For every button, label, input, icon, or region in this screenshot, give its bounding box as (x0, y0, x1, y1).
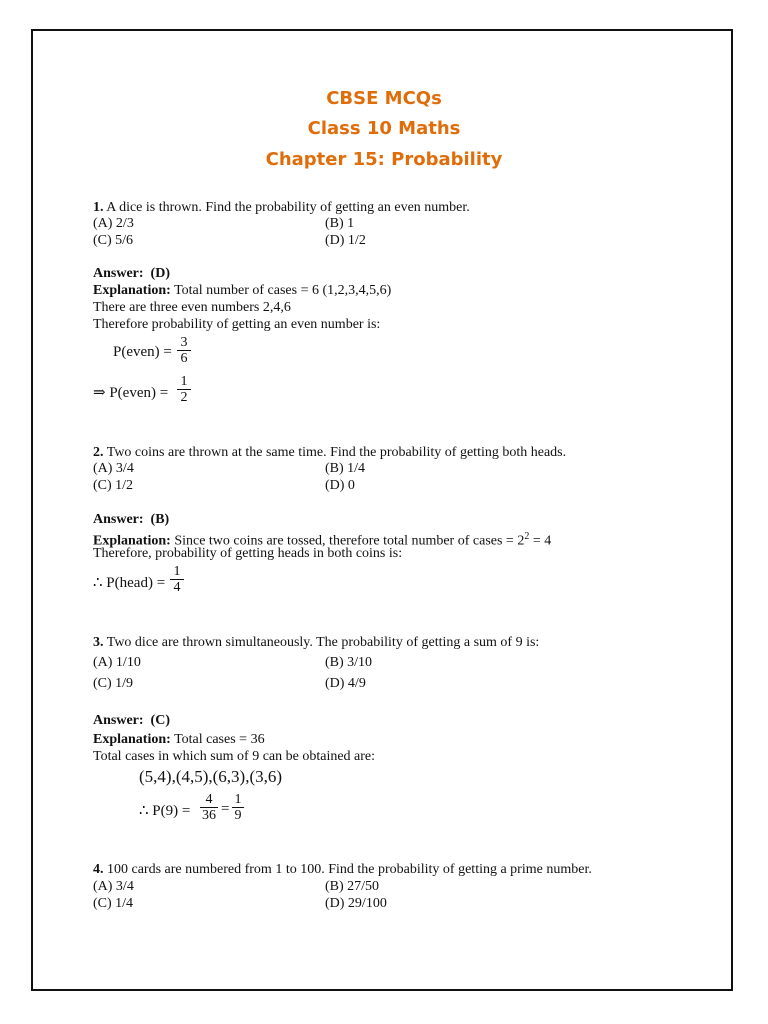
explanation-label: Explanation: (93, 732, 171, 747)
question-4 (93, 862, 592, 878)
numerator: 1 (180, 374, 188, 389)
equation-lhs: P(even) = (113, 344, 172, 360)
option-c: (C) 1/9 (93, 676, 134, 691)
doc-class: Class 10 Maths (307, 118, 461, 139)
explanation-label: Explanation: (93, 533, 171, 549)
explanation-1 (93, 283, 391, 299)
option-a: (A) 2/3 (93, 216, 134, 231)
option-c: (C) 1/4 (93, 896, 134, 911)
explanation-label: Explanation: (93, 283, 171, 298)
outcome-pairs: (5,4),(4,5),(6,3),(3,6) (139, 767, 283, 786)
option-a: (A) 3/4 (93, 879, 134, 894)
answer-label: Answer: (93, 512, 144, 527)
fraction (170, 564, 184, 595)
explanation-3 (93, 732, 265, 748)
answer-label: Answer: (93, 713, 144, 728)
question-2 (93, 445, 566, 461)
question-text: A dice is thrown. Find the probability of getting an even number. (106, 200, 470, 215)
explanation-text: Total number of cases = 6 (1,2,3,4,5,6) (174, 283, 392, 298)
option-d: (D) 1/2 (325, 233, 366, 248)
explanation-line: Therefore probability of getting an even number is: (93, 317, 381, 332)
option-b: (B) 1 (325, 216, 355, 231)
denominator: 36 (202, 808, 216, 823)
answer-1 (93, 266, 170, 282)
answer-value: (C) (150, 713, 170, 728)
denominator: 9 (234, 808, 242, 823)
fraction (232, 792, 244, 823)
answer-label: Answer: (93, 266, 144, 281)
question-number: 2. (93, 445, 104, 460)
question-1 (93, 200, 470, 216)
question-text: Two coins are thrown at the same time. Find the probability of getting both heads. (106, 445, 567, 460)
numerator: 1 (173, 564, 181, 579)
option-a: (A) 1/10 (93, 655, 141, 670)
explanation-line: Total cases in which sum of 9 can be obtained are: (93, 749, 376, 764)
answer-3 (93, 713, 170, 729)
denominator: 6 (180, 351, 188, 366)
explanation-tail: = 4 (529, 533, 552, 549)
option-d: (D) 0 (325, 478, 355, 493)
question-text: 100 cards are numbered from 1 to 100. Find the probability of getting a prime number. (107, 862, 592, 877)
option-d: (D) 4/9 (325, 676, 366, 691)
question-text: Two dice are thrown simultaneously. The probability of getting a sum of 9 is: (106, 635, 540, 650)
question-number: 1. (93, 200, 104, 215)
option-c: (C) 1/2 (93, 478, 134, 493)
question-number: 4. (93, 862, 104, 877)
answer-2 (93, 512, 169, 528)
option-d: (D) 29/100 (325, 896, 387, 911)
option-b: (B) 3/10 (325, 655, 373, 670)
equation-lhs: ∴ P(head) = (93, 575, 166, 591)
doc-chapter: Chapter 15: Probability (265, 149, 503, 170)
equation-lhs: ∴ P(9) = (139, 803, 191, 819)
question-number: 3. (93, 635, 104, 650)
denominator: 4 (173, 580, 181, 595)
numerator: 4 (205, 792, 213, 807)
answer-value: (D) (150, 266, 170, 281)
option-b: (B) 27/50 (325, 879, 380, 894)
numerator: 1 (234, 792, 242, 807)
equation-lhs: ⇒ P(even) = (93, 385, 169, 401)
numerator: 3 (180, 335, 188, 350)
explanation-line: Therefore, probability of getting heads in both coins is: (93, 546, 403, 561)
exponent: 2 (524, 531, 530, 542)
option-b: (B) 1/4 (325, 461, 366, 476)
denominator: 2 (180, 390, 188, 405)
explanation-line: There are three even numbers 2,4,6 (93, 300, 291, 315)
fraction (177, 335, 191, 366)
answer-value: (B) (150, 512, 170, 527)
doc-title: CBSE MCQs (326, 88, 442, 109)
equals-sign: = (221, 801, 230, 817)
option-c: (C) 5/6 (93, 233, 134, 248)
explanation-text: Total cases = 36 (174, 732, 265, 747)
option-a: (A) 3/4 (93, 461, 134, 476)
fraction (177, 374, 191, 405)
explanation-text: Since two coins are tossed, therefore total number of cases = 2 (174, 533, 525, 549)
fraction (200, 792, 218, 823)
page-border (31, 29, 733, 991)
question-3 (93, 635, 539, 651)
